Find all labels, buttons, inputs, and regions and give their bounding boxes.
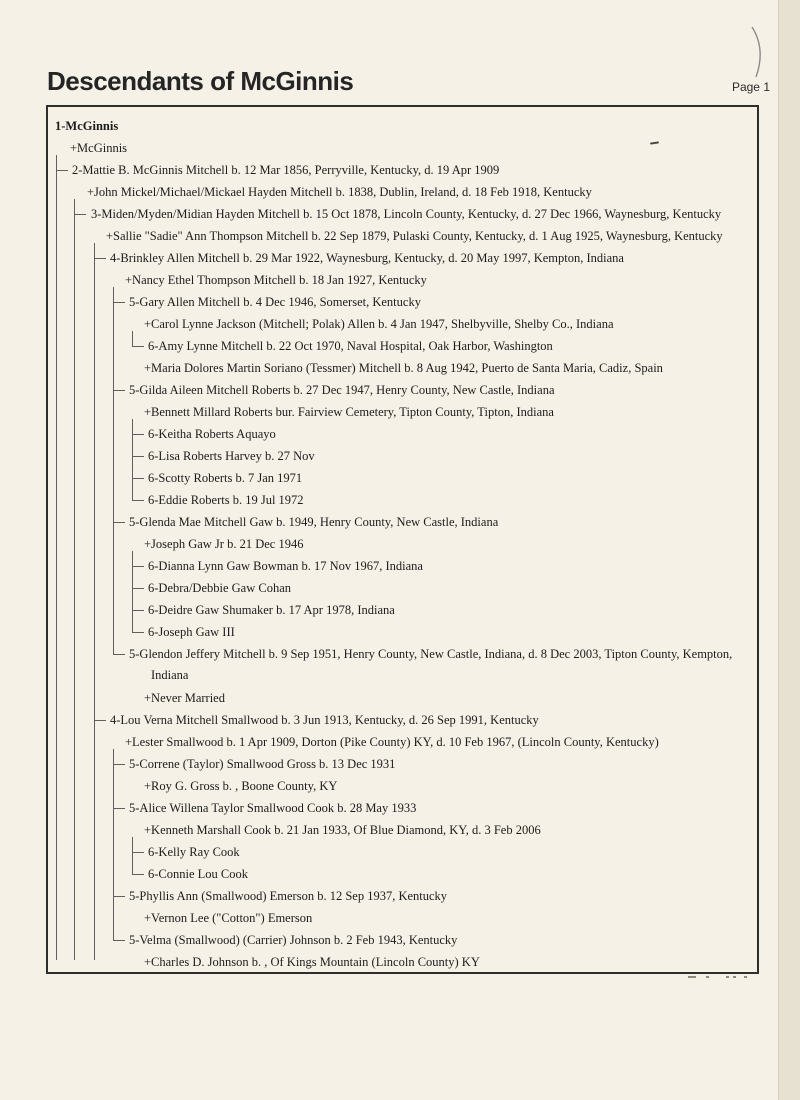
tree-row-person: 6-Debra/Debbie Gaw Cohan (148, 581, 292, 595)
scan-speck (706, 976, 709, 978)
scan-speck (688, 976, 696, 978)
tree-row-spouse: +Never Married (144, 691, 225, 705)
tree-row-person: 6-Amy Lynne Mitchell b. 22 Oct 1970, Naval Hospital, Oak Harbor, Washington (148, 339, 553, 353)
tree-row-spouse: +Carol Lynne Jackson (Mitchell; Polak) Allen b. 4 Jan 1947, Shelbyville, Shelby Co., Indiana (144, 317, 614, 331)
tree-row-person: 5-Gary Allen Mitchell b. 4 Dec 1946, Somerset, Kentucky (129, 295, 421, 309)
tree-row-person: 6-Dianna Lynn Gaw Bowman b. 17 Nov 1967, Indiana (148, 559, 423, 573)
report-title: Descendants of McGinnis (47, 66, 354, 96)
tree-rows (48, 107, 757, 972)
scan-curve-mark (745, 25, 770, 80)
tree-row-spouse: +Vernon Lee ("Cotton") Emerson (144, 911, 313, 925)
tree-row-person: 6-Scotty Roberts b. 7 Jan 1971 (148, 471, 303, 485)
tree-row-person: 2-Mattie B. McGinnis Mitchell b. 12 Mar 1856, Perryville, Kentucky, d. 19 Apr 1909 (72, 163, 500, 177)
tree-row-person: 5-Gilda Aileen Mitchell Roberts b. 27 Dec 1947, Henry County, New Castle, Indiana (129, 383, 555, 397)
scan-speck (744, 976, 747, 978)
tree-row-spouse: +John Mickel/Michael/Mickael Hayden Mitchell b. 1838, Dublin, Ireland, d. 18 Feb 1918, Kentucky (87, 185, 592, 199)
descendant-chart-box (46, 105, 759, 974)
scan-speck (733, 976, 736, 978)
tree-row-person: 1-McGinnis (55, 119, 119, 133)
tree-row-spouse: +McGinnis (70, 141, 128, 155)
tree-row-person: 5-Correne (Taylor) Smallwood Gross b. 13 Dec 1931 (129, 757, 396, 771)
tree-row-person: 6-Keitha Roberts Aquayo (148, 427, 276, 441)
tree-row-person: 5-Phyllis Ann (Smallwood) Emerson b. 12 Sep 1937, Kentucky (129, 889, 448, 903)
tree-row-person: 3-Miden/Myden/Midian Hayden Mitchell b. 15 Oct 1878, Lincoln County, Kentucky, d. 27 Dec 1966, Waynesburg, Kentucky (91, 207, 722, 221)
tree-row-person: 4-Brinkley Allen Mitchell b. 29 Mar 1922, Waynesburg, Kentucky, d. 20 May 1997, Kempton, Indiana (110, 251, 624, 265)
tree-row-person: 4-Lou Verna Mitchell Smallwood b. 3 Jun 1913, Kentucky, d. 26 Sep 1991, Kentucky (110, 713, 539, 727)
tree-row-person: 5-Velma (Smallwood) (Carrier) Johnson b. 2 Feb 1943, Kentucky (129, 933, 458, 947)
tree-row-person: 6-Kelly Ray Cook (148, 845, 240, 859)
scan-speck (726, 976, 729, 978)
tree-row-person: 5-Alice Willena Taylor Smallwood Cook b. 28 May 1933 (129, 801, 417, 815)
page-number: Page 1 (731, 80, 770, 94)
tree-row-person: 6-Eddie Roberts b. 19 Jul 1972 (148, 493, 304, 507)
tree-row-person: 6-Joseph Gaw III (148, 625, 235, 639)
tree-row-spouse: +Bennett Millard Roberts bur. Fairview Cemetery, Tipton County, Tipton, Indiana (144, 405, 554, 419)
tree-row-person: 6-Deidre Gaw Shumaker b. 17 Apr 1978, Indiana (148, 603, 395, 617)
tree-row-person: 6-Connie Lou Cook (148, 867, 248, 881)
tree-row-spouse: +Charles D. Johnson b. , Of Kings Mountain (Lincoln County) KY (144, 955, 480, 969)
tree-row-spouse: +Nancy Ethel Thompson Mitchell b. 18 Jan 1927, Kentucky (125, 273, 427, 287)
tree-row-spouse: +Joseph Gaw Jr b. 21 Dec 1946 (144, 537, 304, 551)
tree-row-spouse: +Maria Dolores Martin Soriano (Tessmer) Mitchell b. 8 Aug 1942, Puerto de Santa Maria, Cadiz, Spain (144, 361, 663, 375)
tree-row-person: 6-Lisa Roberts Harvey b. 27 Nov (148, 449, 315, 463)
tree-row-person: 5-Glenda Mae Mitchell Gaw b. 1949, Henry County, New Castle, Indiana (129, 515, 499, 529)
tree-row-spouse: +Lester Smallwood b. 1 Apr 1909, Dorton (Pike County) KY, d. 10 Feb 1967, (Lincoln County, Kentucky) (125, 735, 659, 749)
tree-row-spouse: +Sallie "Sadie" Ann Thompson Mitchell b. 22 Sep 1879, Pulaski County, Kentucky, d. 1 Aug 1925, Waynesburg, Kentucky (106, 229, 723, 243)
tree-row-person: 5-Glendon Jeffery Mitchell b. 9 Sep 1951, Henry County, New Castle, Indiana, d. 8 Dec 2003, Tipton County, Kempton, Indiana (129, 647, 733, 682)
tree-row-spouse: +Kenneth Marshall Cook b. 21 Jan 1933, Of Blue Diamond, KY, d. 3 Feb 2006 (144, 823, 541, 837)
tree-row-spouse: +Roy G. Gross b. , Boone County, KY (144, 779, 338, 793)
